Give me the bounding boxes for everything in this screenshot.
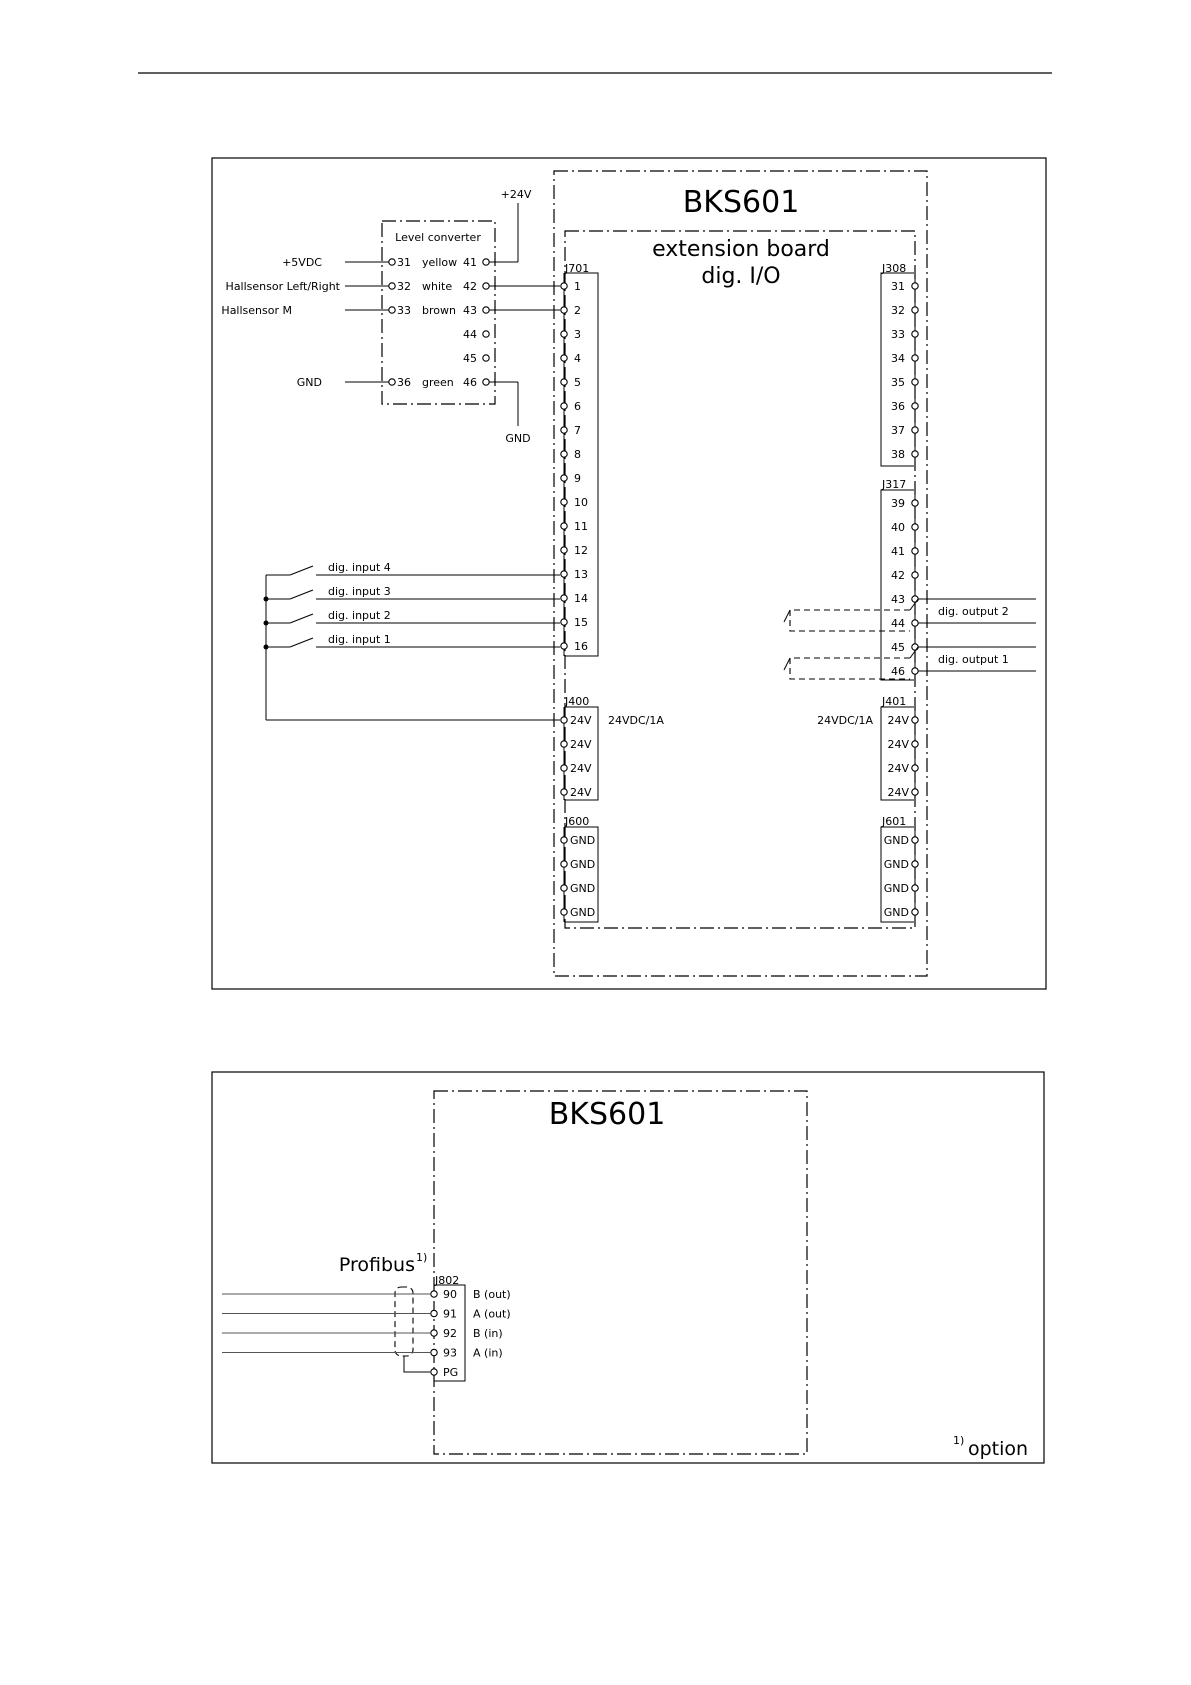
svg-text:Hallsensor Left/Right: Hallsensor Left/Right: [225, 280, 340, 293]
pin-terminal: [912, 668, 918, 674]
svg-text:31: 31: [397, 256, 411, 269]
pin-label: 11: [574, 520, 588, 533]
pin-label: 38: [891, 448, 905, 461]
pin-terminal: [912, 427, 918, 433]
svg-text:46: 46: [463, 376, 477, 389]
pin-terminal: [561, 307, 567, 313]
pin-label: 31: [891, 280, 905, 293]
wire-color: yellow: [422, 256, 458, 269]
pin-terminal: [912, 283, 918, 289]
pin-terminal: [912, 885, 918, 891]
pin-label: PG: [443, 1366, 459, 1379]
svg-text:dig. input 1: dig. input 1: [328, 633, 391, 646]
signal-label: +5VDC: [282, 256, 322, 269]
pin-terminal: [561, 643, 567, 649]
svg-text:45: 45: [463, 352, 477, 365]
extension-board-outline: [565, 231, 915, 928]
svg-text:J401: J401: [882, 695, 907, 708]
pin-terminal: [561, 595, 567, 601]
pin-label: 16: [574, 640, 588, 653]
pin-label: 91: [443, 1307, 457, 1321]
rating-label: 24VDC/1A: [608, 714, 664, 727]
svg-text:42: 42: [463, 280, 477, 293]
device-title: BKS601: [682, 185, 800, 220]
digital-outputs: [784, 599, 1036, 679]
pin-label: 10: [574, 496, 588, 509]
pin-label: 3: [574, 328, 581, 341]
svg-text:32: 32: [397, 280, 411, 293]
pin-terminal: [912, 837, 918, 843]
device-title-2: BKS601: [548, 1097, 666, 1132]
pin-terminal: [912, 451, 918, 457]
pin-terminal: [912, 644, 918, 650]
pin-terminal: [561, 475, 567, 481]
pin-label: 2: [574, 304, 581, 317]
pin-terminal: [912, 355, 918, 361]
pin-label: 24V: [887, 714, 909, 727]
bus-footnote-mark: 1): [416, 1251, 428, 1264]
pin-label: GND: [883, 858, 909, 871]
pin-terminal: [561, 523, 567, 529]
pin-label: 32: [891, 304, 905, 317]
pin-label: 7: [574, 424, 581, 437]
svg-text:dig. input 2: dig. input 2: [328, 609, 391, 622]
svg-text:44: 44: [463, 328, 477, 341]
svg-text:green: green: [422, 376, 454, 389]
footnote-mark: 1): [953, 1434, 965, 1447]
pin-label: 36: [891, 400, 905, 413]
signal-label: A (in): [473, 1346, 503, 1360]
connector-j400: [561, 695, 665, 800]
pin-label: 41: [891, 545, 905, 558]
pin-label: GND: [570, 834, 596, 847]
pin-terminal: [912, 548, 918, 554]
svg-text:dig. input 3: dig. input 3: [328, 585, 391, 598]
pin-label: 24V: [570, 762, 592, 775]
cable-shield: [395, 1287, 413, 1356]
output-label: dig. output 2: [938, 605, 1009, 618]
pin-terminal: [912, 596, 918, 602]
supply-label: +24V: [500, 188, 532, 201]
pin-label: 8: [574, 448, 581, 461]
pin-label: GND: [570, 882, 596, 895]
pin-label: 37: [891, 424, 905, 437]
pin-label: 13: [574, 568, 588, 581]
pin-terminal: [912, 741, 918, 747]
pin-label: 90: [443, 1288, 457, 1301]
pin-label: 35: [891, 376, 905, 389]
pin-terminal: [561, 909, 567, 915]
svg-text:43: 43: [463, 304, 477, 317]
pin-label: 24V: [887, 786, 909, 799]
pin-terminal: [561, 571, 567, 577]
pin-terminal: [561, 885, 567, 891]
connector-j600: [561, 815, 598, 922]
connector-j308: [881, 262, 918, 466]
board-title-line2: dig. I/O: [701, 264, 781, 289]
pin-terminal: [912, 307, 918, 313]
svg-text:dig. output 1: dig. output 1: [938, 653, 1009, 666]
svg-text:J308: J308: [882, 262, 907, 275]
pin-terminal: [912, 861, 918, 867]
pin-terminal: [912, 620, 918, 626]
svg-text:41: 41: [463, 256, 477, 269]
pin-label: 33: [891, 328, 905, 341]
pin-terminal: [431, 1291, 437, 1297]
pin-terminal: [912, 909, 918, 915]
connector-j701: [561, 262, 598, 656]
svg-text:J400: J400: [565, 695, 590, 708]
pin-label: 6: [574, 400, 581, 413]
pin-label: GND: [883, 834, 909, 847]
pin-terminal: [561, 765, 567, 771]
connector-j317: [881, 478, 918, 680]
pin-label: 39: [891, 497, 905, 510]
signal-label: A (out): [473, 1307, 511, 1321]
pin-label: 40: [891, 521, 905, 534]
pin-terminal: [561, 379, 567, 385]
digital-inputs: [264, 561, 561, 720]
pin-label: GND: [883, 882, 909, 895]
pin-label: 93: [443, 1346, 457, 1360]
pin-terminal: [912, 717, 918, 723]
board-title-line1: extension board: [652, 237, 830, 262]
pin-label: 24V: [570, 786, 592, 799]
pin-terminal: [912, 331, 918, 337]
pin-terminal: [431, 1349, 437, 1355]
pin-terminal: [431, 1310, 437, 1316]
bks601-device-outline: [554, 171, 927, 976]
wiring-diagram-digital-io: [212, 158, 1046, 989]
pin-label: GND: [883, 906, 909, 919]
pin-label: 14: [574, 592, 588, 605]
pin-terminal: [561, 547, 567, 553]
signal-label: B (out): [473, 1288, 511, 1301]
footnote-text: option: [968, 1438, 1029, 1460]
pin-terminal: [561, 837, 567, 843]
gnd-label: GND: [505, 432, 531, 445]
pin-label: 15: [574, 616, 588, 629]
pin-label: 24V: [887, 762, 909, 775]
svg-text:J701: J701: [565, 262, 590, 275]
pin-terminal: [561, 619, 567, 625]
pin-terminal: [561, 355, 567, 361]
svg-text:J317: J317: [882, 478, 907, 491]
pin-label: 34: [891, 352, 905, 365]
svg-text:36: 36: [397, 376, 411, 389]
bus-label: Profibus: [338, 1254, 415, 1276]
pin-terminal: [912, 524, 918, 530]
pin-terminal: [561, 741, 567, 747]
pin-terminal: [912, 765, 918, 771]
pin-terminal: [912, 403, 918, 409]
pin-terminal: [561, 861, 567, 867]
pin-label: 9: [574, 472, 581, 485]
pin-terminal: [561, 427, 567, 433]
pin-terminal: [912, 572, 918, 578]
pin-label: 24V: [570, 738, 592, 751]
pin-label: 1: [574, 280, 581, 293]
svg-text:brown: brown: [422, 304, 456, 317]
pin-label: 12: [574, 544, 588, 557]
pin-label: 24V: [570, 714, 592, 727]
pin-label: 5: [574, 376, 581, 389]
pin-terminal: [912, 500, 918, 506]
pin-label: 24V: [887, 738, 909, 751]
pin-label: 46: [891, 665, 905, 678]
rating-label: 24VDC/1A: [817, 714, 873, 727]
pin-terminal: [561, 283, 567, 289]
bks601-device-outline-2: [434, 1091, 807, 1454]
pin-terminal: [561, 451, 567, 457]
pin-terminal: [561, 403, 567, 409]
level-converter-title: Level converter: [395, 231, 481, 244]
pin-terminal: [561, 717, 567, 723]
pin-terminal: [431, 1330, 437, 1336]
connector-j802-name: J802: [435, 1274, 460, 1287]
svg-text:J601: J601: [882, 815, 907, 828]
wiring-diagram-profibus: [212, 1072, 1044, 1463]
pin-terminal: [561, 789, 567, 795]
pin-label: 92: [443, 1327, 457, 1340]
pin-label: 43: [891, 593, 905, 606]
pin-label: 4: [574, 352, 581, 365]
pin-label: GND: [570, 858, 596, 871]
signal-label: B (in): [473, 1327, 503, 1340]
level-converter: [221, 188, 560, 445]
pin-terminal: [431, 1369, 437, 1375]
input-label: dig. input 4: [328, 561, 391, 574]
connector-j401: [817, 695, 918, 800]
pin-terminal: [561, 499, 567, 505]
pin-label: 44: [891, 617, 905, 630]
pin-terminal: [561, 331, 567, 337]
pin-label: 42: [891, 569, 905, 582]
pin-label: 45: [891, 641, 905, 654]
pin-label: GND: [570, 906, 596, 919]
svg-text:Hallsensor M: Hallsensor M: [221, 304, 292, 317]
svg-text:GND: GND: [296, 376, 322, 389]
svg-text:white: white: [422, 280, 453, 293]
pin-terminal: [912, 379, 918, 385]
pin-terminal: [912, 789, 918, 795]
svg-text:33: 33: [397, 304, 411, 317]
svg-text:J600: J600: [565, 815, 590, 828]
connector-j601: [881, 815, 918, 922]
